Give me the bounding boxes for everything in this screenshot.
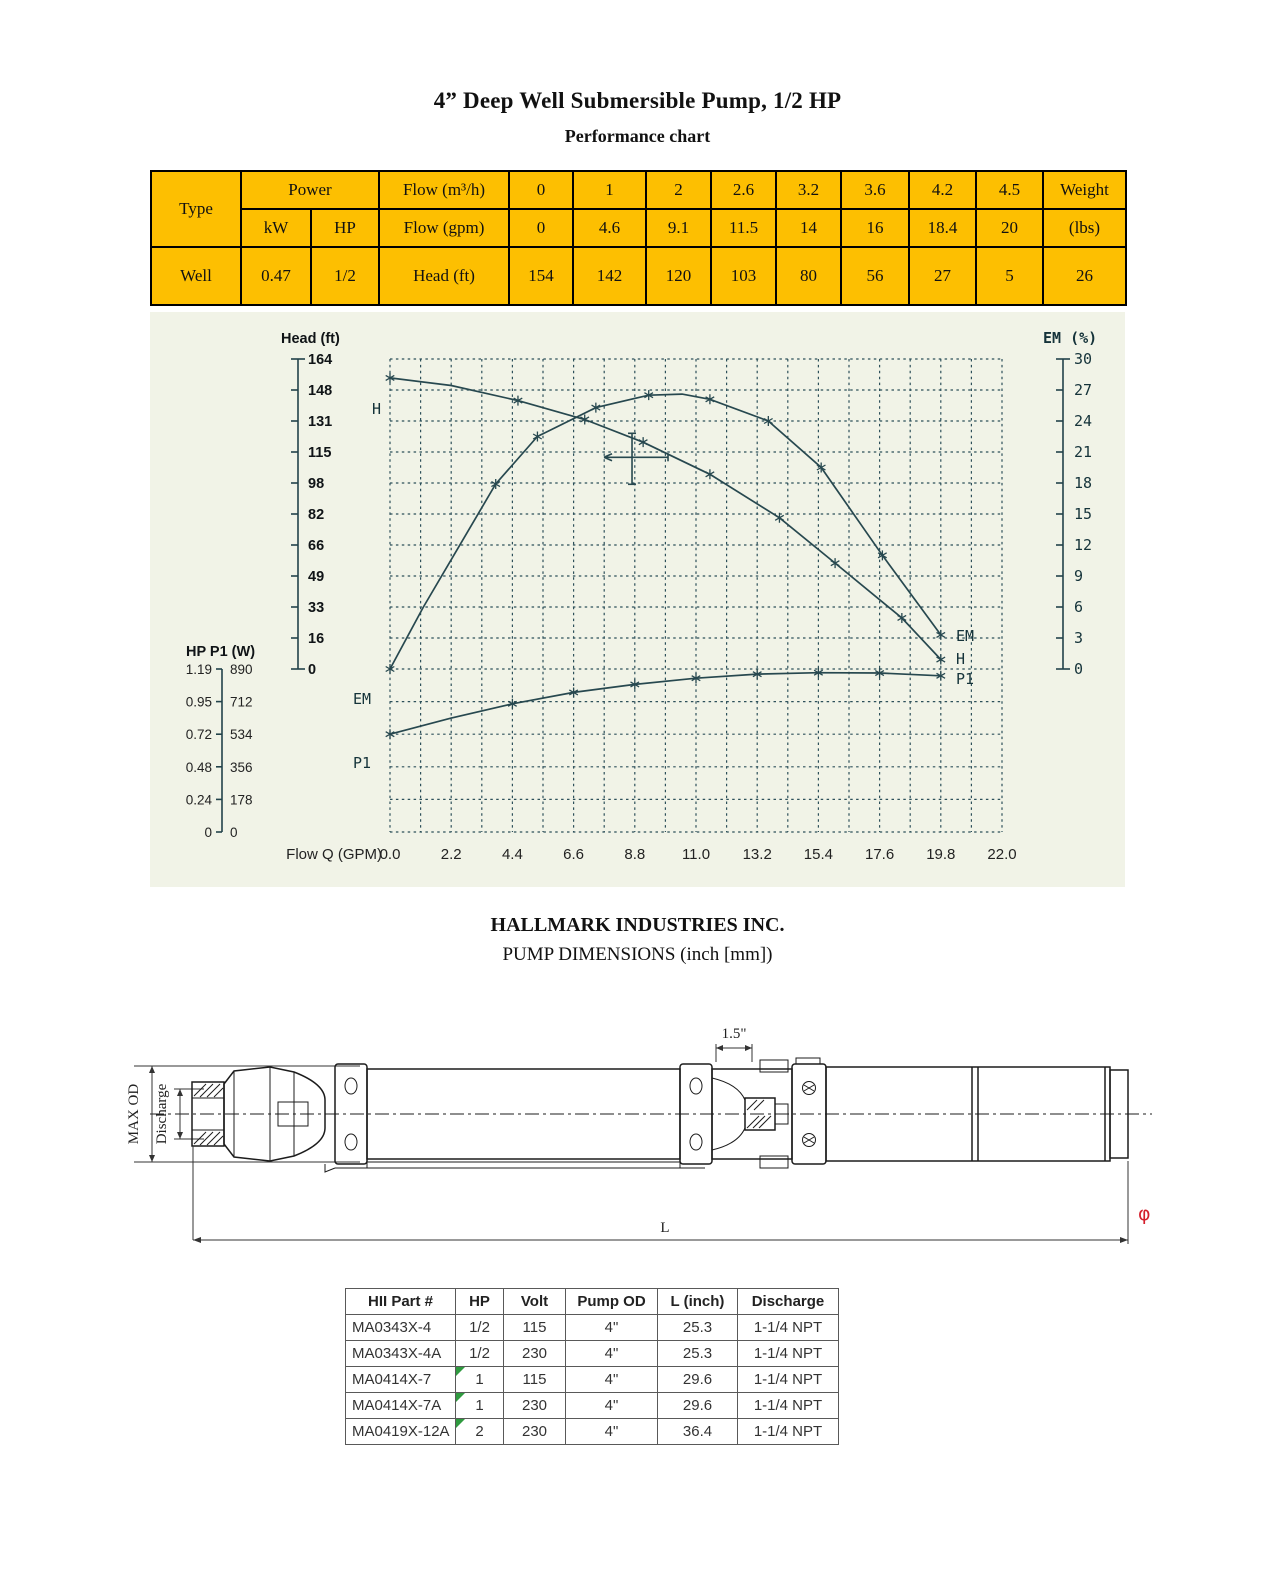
spec-table-cell: 9.1 [646, 209, 711, 247]
head-axis-tick: 49 [308, 569, 325, 585]
x-axis-tick: 4.4 [501, 846, 523, 863]
head-axis-tick: 115 [308, 445, 332, 461]
page-title: 4” Deep Well Submersible Pump, 1/2 HP [433, 88, 842, 113]
spec-table-cell: 103 [711, 247, 776, 305]
parts-table-cell: 4" [566, 1315, 658, 1341]
parts-table-cell: MA0343X-4A [346, 1341, 456, 1367]
em-curve-label: EM [353, 690, 372, 708]
spec-table-cell: 11.5 [711, 209, 776, 247]
spec-table-cell: 56 [841, 247, 909, 305]
spec-table-cell: 0.47 [241, 247, 311, 305]
axes [216, 359, 1070, 832]
x-axis-tick: 13.2 [742, 846, 772, 863]
head-axis-tick: 98 [308, 476, 325, 492]
em-axis-tick: 18 [1074, 474, 1093, 492]
x-axis-tick: 11.0 [681, 846, 711, 863]
spec-table-cell: 0 [509, 171, 573, 209]
em-axis-tick: 3 [1074, 629, 1084, 647]
parts-table-header-row [346, 1289, 839, 1315]
p1-axis-tick: 890 [230, 662, 253, 677]
parts-table-cell: 2 [456, 1419, 504, 1445]
spec-table-cell: 80 [776, 247, 841, 305]
pump-body [325, 1069, 705, 1172]
p1-end-label: P1 [956, 670, 975, 688]
p1-curve-label: P1 [353, 754, 372, 772]
em-axis-tick: 21 [1074, 443, 1093, 461]
parts-table-cell: 4" [566, 1419, 658, 1445]
spec-table [150, 170, 1127, 306]
spec-table-cell: 1/2 [311, 247, 379, 305]
parts-table-cell: 4" [566, 1393, 658, 1419]
spec-table-row [151, 247, 1126, 305]
parts-table-cell: 230 [504, 1419, 566, 1445]
spec-table-row [151, 209, 1126, 247]
spec-table-cell: (lbs) [1043, 209, 1126, 247]
parts-table [345, 1288, 839, 1445]
spec-table-cell: Type [151, 171, 241, 247]
performance-chart-panel [150, 312, 1125, 887]
spec-table-cell: HP [311, 209, 379, 247]
parts-table-cell: 1/2 [456, 1341, 504, 1367]
parts-table-header-cell: Discharge [738, 1289, 839, 1315]
data-point-marker [639, 437, 648, 447]
spec-table-cell: 0 [509, 209, 573, 247]
spec-table-cell: 20 [976, 209, 1043, 247]
spec-table-cell: 142 [573, 247, 646, 305]
spec-table-cell: Head (ft) [379, 247, 509, 305]
em-axis-tick: 27 [1074, 381, 1093, 399]
spec-table-cell: 154 [509, 247, 573, 305]
p1-axis-tick: 0 [230, 825, 238, 840]
parts-table-header-cell: HP [456, 1289, 504, 1315]
x-axis-tick: 6.6 [563, 846, 585, 863]
hp-axis-tick: 0.95 [185, 694, 212, 710]
spec-table-cell: 18.4 [909, 209, 976, 247]
x-axis-tick: 19.8 [926, 846, 956, 863]
p1-axis-tick: 712 [230, 694, 253, 710]
spec-table-cell: 120 [646, 247, 711, 305]
max-od-label: MAX OD [126, 1083, 142, 1145]
spec-table-cell: 14 [776, 209, 841, 247]
parts-table-cell: 1-1/4 NPT [738, 1367, 839, 1393]
x-axis-tick: 8.8 [624, 846, 646, 863]
spec-table-cell: kW [241, 209, 311, 247]
spec-table-cell: 5 [976, 247, 1043, 305]
em-axis-tick: 9 [1074, 567, 1084, 585]
parts-table-cell: 230 [504, 1393, 566, 1419]
em-axis-tick: 15 [1074, 505, 1093, 523]
parts-table-cell: 1 [456, 1367, 504, 1393]
spec-table-cell: Flow (m³/h) [379, 171, 509, 209]
spec-table-cell: Flow (gpm) [379, 209, 509, 247]
x-axis-label: Flow Q (GPM) [286, 846, 382, 863]
crosshair-marker [604, 433, 668, 484]
length-label: L [660, 1220, 670, 1236]
parts-table-cell: 1-1/4 NPT [738, 1341, 839, 1367]
h-end-label: H [956, 650, 966, 668]
parts-table-header-cell: L (inch) [658, 1289, 738, 1315]
data-point-marker [706, 469, 715, 479]
em-axis-tick: 0 [1074, 660, 1084, 678]
h-curve-label: H [372, 400, 382, 418]
parts-table-header-cell: Volt [504, 1289, 566, 1315]
parts-table-row [346, 1341, 839, 1367]
top-dimension-label: 1.5" [721, 1026, 747, 1042]
head-axis-tick: 82 [308, 507, 325, 523]
x-axis-tick: 0.0 [379, 846, 401, 863]
p1-axis-tick: 356 [230, 759, 253, 775]
top-dimension [716, 1044, 752, 1062]
parts-table-cell: 36.4 [658, 1419, 738, 1445]
parts-table-row [346, 1419, 839, 1445]
power-axis-label: HP P1 (W) [186, 644, 256, 660]
spec-table-cell: 3.6 [841, 171, 909, 209]
parts-table-row [346, 1367, 839, 1393]
parts-table-cell: MA0414X-7 [346, 1367, 456, 1393]
em-end-label: EM [956, 627, 975, 645]
p1-axis-tick: 534 [230, 727, 253, 743]
em-axis-label: EM (%) [1043, 329, 1098, 347]
em-axis-tick: 12 [1074, 536, 1093, 554]
phi-symbol: φ [1138, 1203, 1151, 1225]
spec-table-cell: 4.6 [573, 209, 646, 247]
parts-table-cell: MA0419X-12A [346, 1419, 456, 1445]
parts-table-cell: 25.3 [658, 1315, 738, 1341]
x-axis-tick: 15.4 [803, 846, 834, 863]
x-axis-tick: 2.2 [440, 846, 462, 863]
pump-dimension-drawing [120, 1022, 1160, 1272]
spec-table-row [151, 171, 1126, 209]
parts-table-header-cell: HII Part # [346, 1289, 456, 1315]
parts-table-cell: 29.6 [658, 1367, 738, 1393]
hp-axis-tick: 0 [204, 825, 212, 840]
hp-axis-tick: 0.72 [185, 727, 212, 743]
parts-table-cell: 115 [504, 1367, 566, 1393]
parts-table-cell: 4" [566, 1367, 658, 1393]
x-axis-tick: 17.6 [864, 846, 895, 863]
motor-flange [792, 1058, 826, 1164]
parts-table-cell: 4" [566, 1341, 658, 1367]
em-axis-tick: 30 [1074, 350, 1093, 368]
parts-table-row [346, 1315, 839, 1341]
spec-table-cell: Well [151, 247, 241, 305]
chart-grid [390, 359, 1002, 832]
company-name: HALLMARK INDUSTRIES INC. [490, 914, 785, 936]
parts-table-row [346, 1393, 839, 1419]
parts-table-cell: MA0343X-4 [346, 1315, 456, 1341]
hp-axis-tick: 0.48 [185, 759, 212, 775]
parts-table-cell: 25.3 [658, 1341, 738, 1367]
x-axis-tick: 22.0 [987, 846, 1017, 863]
parts-table-cell: 29.6 [658, 1393, 738, 1419]
hp-axis-tick: 0.24 [185, 792, 212, 808]
discharge-label: Discharge [154, 1083, 170, 1145]
head-axis-tick: 148 [308, 383, 333, 399]
parts-table-cell: 230 [504, 1341, 566, 1367]
spec-table-cell: Power [241, 171, 379, 209]
parts-table-cell: 1-1/4 NPT [738, 1315, 839, 1341]
head-axis-tick: 16 [308, 631, 325, 647]
spec-table-cell: 1 [573, 171, 646, 209]
spec-table-cell: 2 [646, 171, 711, 209]
page-subtitle: Performance chart [564, 126, 711, 146]
pump-dimensions-title: PUMP DIMENSIONS (inch [mm]) [502, 944, 773, 965]
spec-table-cell: Weight [1043, 171, 1126, 209]
spec-table-cell: 26 [1043, 247, 1126, 305]
spec-table-cell: 3.2 [776, 171, 841, 209]
parts-table-cell: 115 [504, 1315, 566, 1341]
hp-axis-tick: 1.19 [185, 662, 212, 677]
head-axis-tick: 164 [308, 352, 333, 368]
head-axis-tick: 0 [308, 662, 317, 678]
performance-chart [150, 312, 1125, 887]
head-axis-label: Head (ft) [281, 331, 340, 347]
parts-table-cell: 1-1/4 NPT [738, 1419, 839, 1445]
spec-table-cell: 4.2 [909, 171, 976, 209]
spec-table-cell: 16 [841, 209, 909, 247]
head-axis-tick: 131 [308, 414, 333, 430]
spec-table-cell: 4.5 [976, 171, 1043, 209]
parts-table-cell: 1/2 [456, 1315, 504, 1341]
head-axis-tick: 66 [308, 538, 325, 554]
spec-table-cell: 2.6 [711, 171, 776, 209]
em-axis-tick: 6 [1074, 598, 1084, 616]
em-axis-tick: 24 [1074, 412, 1093, 430]
data-point-marker [386, 664, 395, 674]
head-axis-tick: 33 [308, 600, 325, 616]
parts-table-header-cell: Pump OD [566, 1289, 658, 1315]
spec-table-cell: 27 [909, 247, 976, 305]
parts-table-cell: 1-1/4 NPT [738, 1393, 839, 1419]
p1-axis-tick: 178 [230, 792, 253, 808]
parts-table-cell: MA0414X-7A [346, 1393, 456, 1419]
parts-table-cell: 1 [456, 1393, 504, 1419]
